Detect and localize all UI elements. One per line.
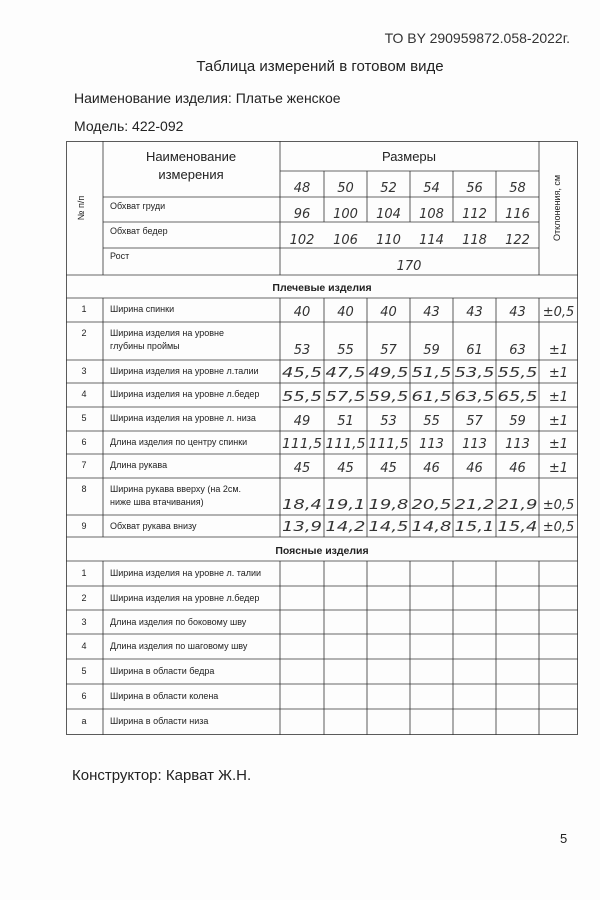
column-header-name: Наименование [145,149,237,164]
row-number: 5 [81,413,87,423]
measurement-label: Ширина в области бедра [110,666,215,676]
deviation-value: ±0,5 [542,520,575,535]
row-number: 3 [81,617,87,627]
measurement-label: Длина рукава [110,460,168,470]
measurement-value: 40 [380,305,397,320]
column-header-deviation: Отклонения, см [552,174,562,242]
deviation-value: ±1 [548,343,569,358]
measurement-value: 15,1 [454,520,495,535]
deviation-value: ±1 [548,390,569,405]
size-label: 52 [380,181,397,196]
measurement-value: 113 [419,437,444,452]
measurement-value: 55,5 [282,390,322,405]
size-label: 48 [293,181,311,196]
measurement-value: 45 [337,461,354,476]
measurement-value: 21,2 [454,498,495,513]
measurement-value: 53 [380,414,397,429]
measurement-value: 49,5 [368,366,409,381]
measurement-value: 53,5 [454,366,495,381]
column-header-sizes: Размеры [381,149,437,164]
measurement-value: 45 [293,461,311,476]
measurement-value: 55,5 [497,366,538,381]
measurement-value: 46 [466,461,483,476]
page-number: 5 [560,831,568,846]
deviation-value: ±0,5 [542,498,575,513]
deviation-value: ±0,5 [542,305,575,320]
measurement-value: 14,2 [325,520,366,535]
measurement-value: 19,1 [325,498,366,513]
row-number: 1 [81,304,87,314]
size-label: 50 [337,181,354,196]
deviation-value: ±1 [548,437,569,452]
measurement-value: 57 [380,343,397,358]
chest-value: 100 [333,207,358,222]
measurement-label: Ширина изделия на уровне л. талии [110,568,262,578]
measurement-label: Ширина изделия на уровне л.талии [110,366,259,376]
measurement-value: 111,5 [282,437,322,452]
measurement-value: 46 [423,461,440,476]
measurement-label: Ширина в области колена [110,691,219,701]
row-number: 6 [81,437,87,447]
measurement-value: 43 [423,305,440,320]
measurement-value: 14,5 [368,520,409,535]
hips-value: 118 [462,233,487,248]
row-number: 1 [81,568,87,578]
measurement-value: 45,5 [282,366,322,381]
measurement-label: Обхват рукава внизу [110,521,197,531]
hips-value: 106 [333,233,358,248]
section-title-waist: Поясные изделия [275,545,369,557]
measurement-value: 55 [423,414,440,429]
measurement-value: 113 [505,437,530,452]
column-header-name: измерения [158,167,224,182]
hips-label: Обхват бедер [110,226,168,236]
measurement-value: 53 [293,343,311,358]
measurement-value: 55 [337,343,354,358]
row-number: 9 [81,521,87,531]
measurement-value: 45 [380,461,397,476]
chest-value: 108 [419,207,444,222]
row-number: 6 [81,691,87,701]
measurement-value: 113 [462,437,487,452]
deviation-value: ±1 [548,461,569,476]
measurement-label: Ширина в области низа [110,716,209,726]
hips-value: 122 [505,233,530,248]
size-label: 56 [466,181,483,196]
measurement-value: 18,4 [282,498,322,513]
measurement-label: Длина изделия по боковому шву [110,617,247,627]
height-value: 170 [396,259,422,274]
row-number: 4 [81,389,87,399]
measurement-value: 59 [423,343,440,358]
chest-value: 112 [462,207,487,222]
measurement-label: Ширина изделия на уровне л.бедер [110,593,260,603]
measurement-value: 49 [293,414,311,429]
hips-value: 102 [289,233,315,248]
measurement-value: 61 [466,343,483,358]
measurement-value: 47,5 [325,366,366,381]
model-number: Модель: 422-092 [74,118,184,134]
column-header-number: № п/п [76,195,86,221]
measurement-label: глубины проймы [110,341,180,351]
row-number: 5 [81,666,87,676]
measurement-value: 40 [337,305,354,320]
measurement-value: 63,5 [454,390,495,405]
measurement-label: Ширина изделия на уровне л.бедер [110,389,260,399]
chest-label: Обхват груди [110,201,166,211]
measurement-value: 40 [293,305,311,320]
chest-value: 104 [376,207,401,222]
measurement-value: 13,9 [282,520,322,535]
measurement-value: 57 [466,414,483,429]
size-label: 58 [509,181,526,196]
measurement-value: 43 [509,305,526,320]
row-number: 2 [81,593,87,603]
row-number: 8 [81,484,87,494]
chest-value: 116 [505,207,530,222]
document-reference: ТО BY 290959872.058-2022г. [384,30,570,46]
row-number: а [81,716,87,726]
measurement-value: 61,5 [411,390,452,405]
designer-signature-line: Конструктор: Карват Ж.Н. [72,767,252,784]
deviation-value: ±1 [548,414,569,429]
hips-value: 114 [419,233,444,248]
row-number: 2 [81,328,87,338]
measurement-label: Ширина рукава вверху (на 2см. [110,484,242,494]
row-number: 3 [81,366,87,376]
measurement-value: 59 [509,414,526,429]
measurement-value: 46 [509,461,526,476]
measurement-label: Ширина спинки [110,304,175,314]
measurement-value: 111,5 [368,437,409,452]
measurement-value: 57,5 [325,390,366,405]
measurement-label: ниже шва втачивания) [110,497,204,507]
measurement-value: 20,5 [411,498,452,513]
measurement-label: Длина изделия по центру спинки [110,437,248,447]
hips-value: 110 [376,233,401,248]
height-label: Рост [110,251,130,261]
measurement-label: Ширина изделия на уровне л. низа [110,413,256,423]
measurement-value: 15,4 [497,520,538,535]
measurement-value: 59,5 [368,390,409,405]
measurement-value: 14,8 [411,520,452,535]
measurement-value: 43 [466,305,483,320]
measurement-table [66,141,578,735]
deviation-value: ±1 [548,366,569,381]
measurement-value: 63 [509,343,526,358]
measurement-label: Ширина изделия на уровне [110,328,224,338]
row-number: 7 [81,460,87,470]
product-name: Наименование изделия: Платье женское [74,90,341,106]
document-title: Таблица измерений в готовом виде [196,58,444,75]
measurement-value: 21,9 [497,498,538,513]
measurement-value: 111,5 [325,437,366,452]
size-label: 54 [423,181,440,196]
section-title-shoulder: Плечевые изделия [272,282,372,294]
measurement-value: 65,5 [497,390,538,405]
measurement-value: 19,8 [368,498,409,513]
measurement-label: Длина изделия по шаговому шву [110,641,248,651]
row-number: 4 [81,641,87,651]
chest-value: 96 [293,207,311,222]
measurement-value: 51,5 [411,366,452,381]
measurement-value: 51 [337,414,354,429]
